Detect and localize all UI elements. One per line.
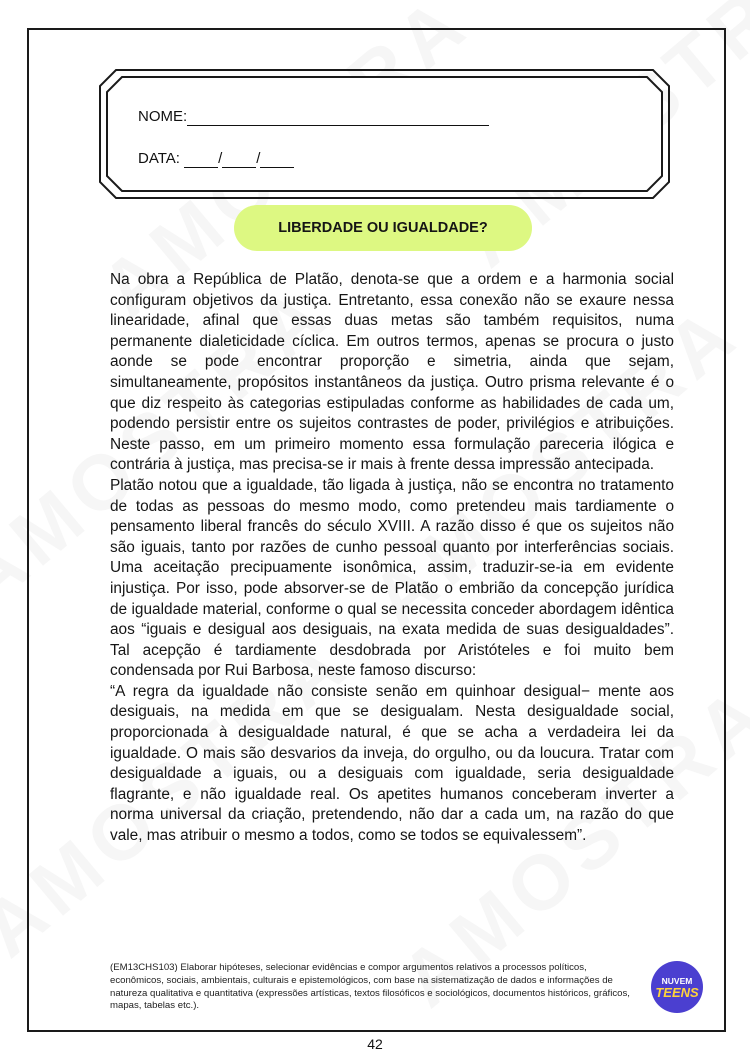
nuvem-teens-logo [651,961,703,1013]
name-label: NOME: [138,108,188,125]
section-title-text: LIBERDADE OU IGUALDADE? [278,220,488,236]
section-title [234,205,532,251]
name-field [138,108,489,126]
student-info-box-border [98,68,671,200]
paragraph: Platão notou que a igualdade, tão ligada à justiça, não se encontra no tratamento de todas as pessoas do mesmo modo, como pretendeu mais tardiamente o pensamento liberal francês do século XVIII. A razão disso é que os sujeitos não são iguais, tanto por razões de cunho pessoal quanto por interferências sociais. Uma aceitação precipuamente isonômica, assim, traduzir-se-ia em evidente injustiça. Por isso, pode absorver-se de Platão o embrião da concepção jurídica de igualdade material, conforme o qual se necessita conceder abordagem idêntica aos “iguais e desigual aos desiguais, na exata medida de suas desigualdades”. Tal acepção é tardiamente desdobrada por Aristóteles e foi muito bem condensada por Rui Barbosa, neste famoso discurso: [110,476,674,680]
logo-top-text: NUVEM [661,975,693,986]
name-blank-line[interactable] [187,108,489,126]
date-year-blank[interactable] [260,150,294,168]
date-label: DATA: [138,150,180,167]
bncc-footnote: (EM13CHS103) Elaborar hipóteses, selecionar evidências e compor argumentos relativos a processos políticos, econômicos, sociais, ambientais, culturais e epistemológicos, com base na sistematização de dados e informações de natureza qualitativa e quantitativa (expressões artísticas, textos filosóficos e sociológicos, documentos históricos, gráficos, mapas, tabelas etc.). [110,962,630,1012]
date-day-blank[interactable] [184,150,218,168]
date-separator: / [256,150,261,167]
body-text [110,270,674,847]
quote-paragraph: “A regra da igualdade não consiste senão em quinhoar desigual− mente aos desiguais, na medida em que se desigualam. Nesta desigualdade social, proporcionada à desigualdade natural, é que se acha a verdadeira lei da igualdade. O mais são desvarios da inveja, do orgulho, ou da loucura. Tratar com desigualdade a iguais, ou a desiguais com igualdade, seria desigualdade flagrante, e não igualdade real. Os apetites humanos conceberam inverter a norma universal da criação, pretendendo, não dar a cada um, na razão do que vale, mas atribuir o mesmo a todos, como se todos se equivalessem”. [110,682,674,845]
logo-bottom-text: TEENS [655,984,699,1000]
paragraph: Na obra a República de Platão, denota-se que a ordem e a harmonia social configuram objetivos da justiça. Entretanto, essa conexão não se exaure nessa linearidade, afinal que essas duas metas são também requisitos, numa permanente dialeticidade cíclica. Em outros termos, apenas se procura o justo aonde se pode encontrar proporção e simetria, ainda que sejam, simultaneamente, propósitos instantâneos da justiça. Outro prisma relevante é o que diz respeito às categorias estipuladas conforme as habilidades de cada um, podendo persistir entre os sujeitos contrastes de poder, privilégios e atribuições. Neste passo, em um primeiro momento essa formulação pareceria ilógica e contrária à justiça, mas precisa-se ir mais à frente dessa impressão antecipada. [110,271,674,474]
date-separator: / [218,150,223,167]
date-field [138,150,294,168]
page-number: 42 [367,1036,383,1052]
date-month-blank[interactable] [222,150,256,168]
student-info-box [98,68,671,200]
